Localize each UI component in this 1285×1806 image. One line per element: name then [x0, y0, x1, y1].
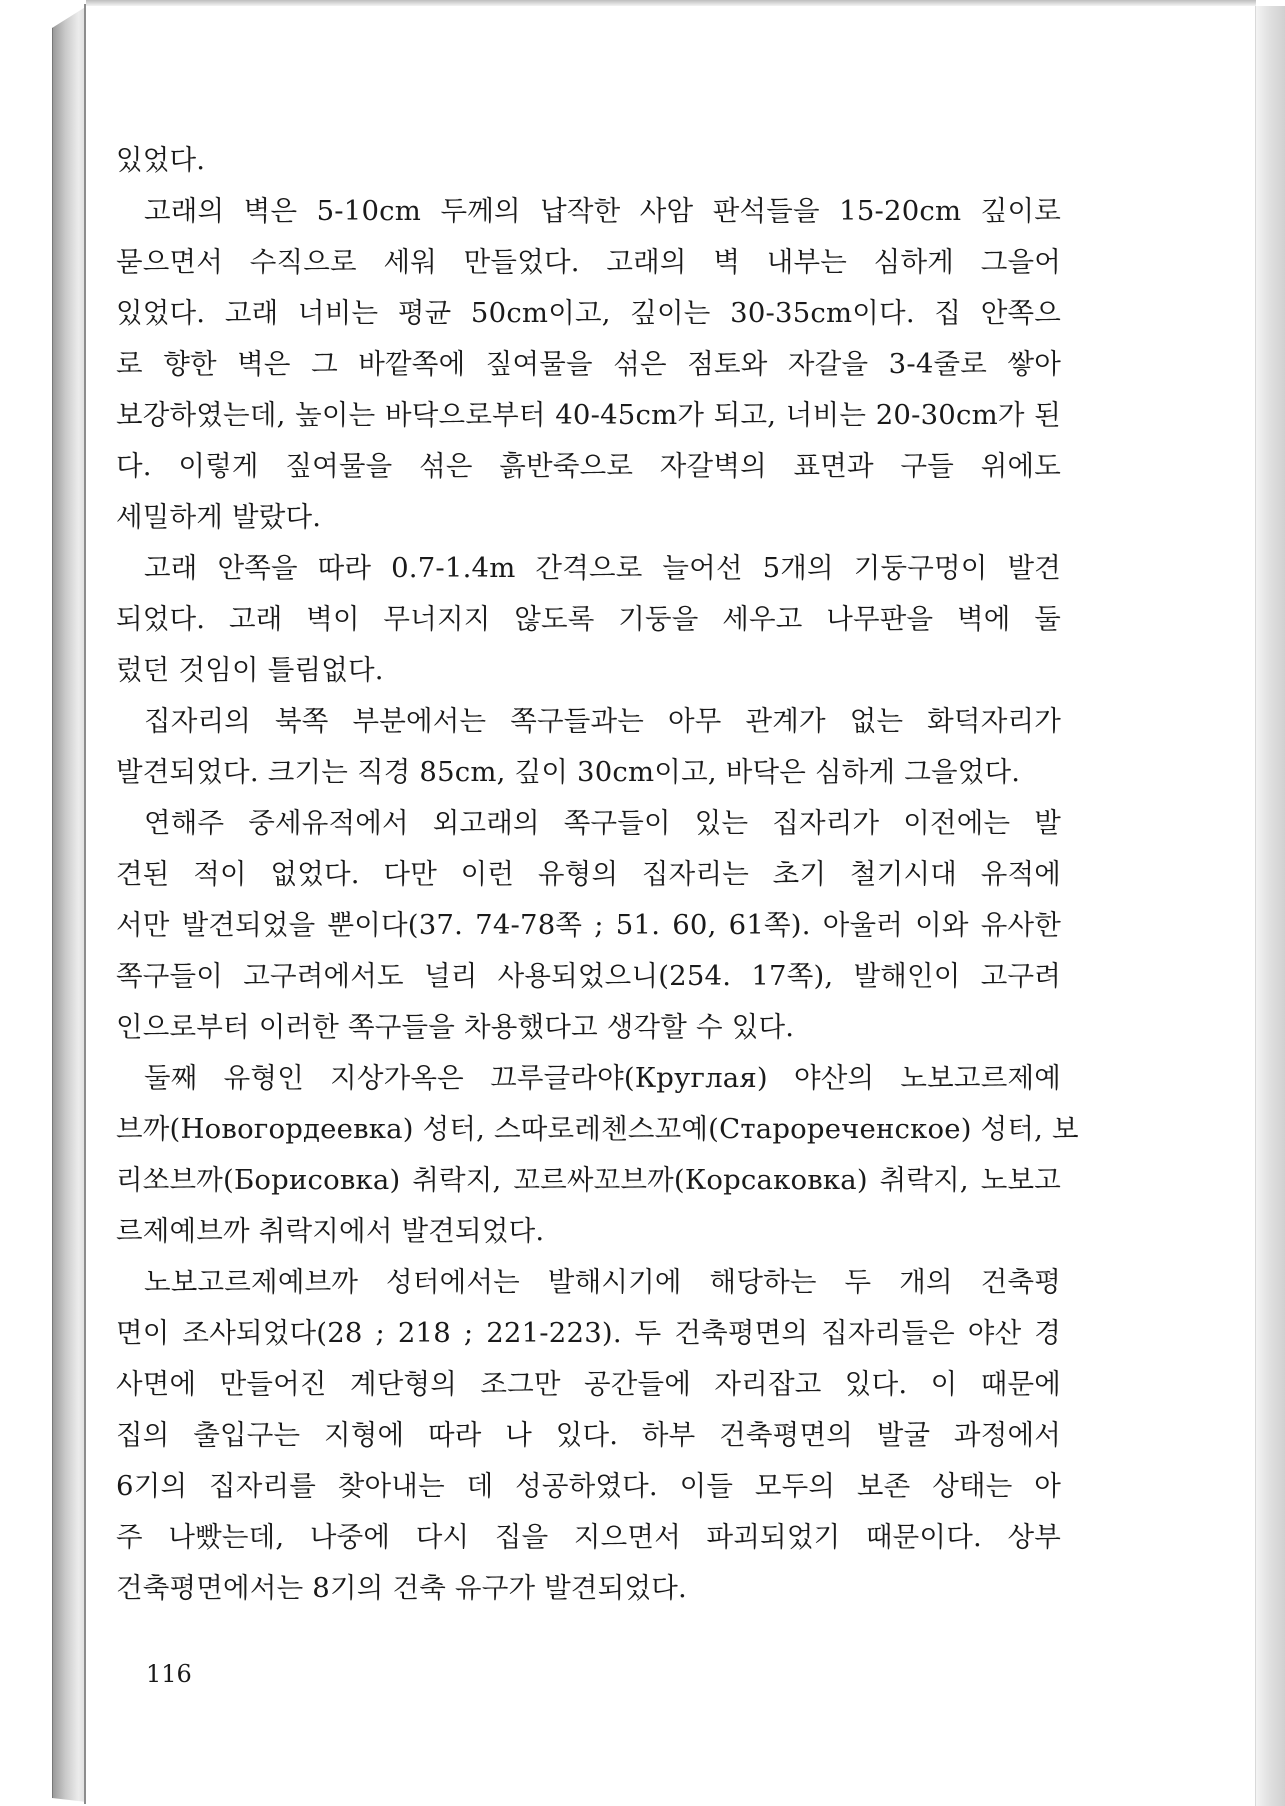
text-line: 브까(Новогордеевка) 성터, 스따로레첸스꼬예(Старореченское) 성터, 보: [116, 1113, 1079, 1145]
book-spine-edge: [52, 6, 87, 1802]
text-line: 집자리의 북쪽 부분에서는 쪽구들과는 아무 관계가 없는 화덕자리가: [144, 705, 1061, 737]
text-line: 있었다. 고래 너비는 평균 50cm이고, 깊이는 30-35cm이다. 집 안쪽으: [116, 297, 1061, 329]
paragraph: [116, 135, 1061, 186]
text-line: 서만 발견되었을 뿐이다(37. 74-78쪽 ; 51. 60, 61쪽). 아울러 이와 유사한: [116, 909, 1061, 941]
text-line: 보강하였는데, 높이는 바닥으로부터 40-45cm가 되고, 너비는 20-30cm가 된: [116, 399, 1061, 431]
text-line: 묻으면서 수직으로 세워 만들었다. 고래의 벽 내부는 심하게 그을어: [116, 246, 1061, 278]
paragraph: [116, 798, 1061, 1053]
text-line: 노보고르제예브까 성터에서는 발해시기에 해당하는 두 개의 건축평: [144, 1266, 1061, 1298]
text-line: 인으로부터 이러한 쪽구들을 차용했다고 생각할 수 있다.: [116, 1011, 795, 1043]
text-line: 집의 출입구는 지형에 따라 나 있다. 하부 건축평면의 발굴 과정에서: [116, 1419, 1061, 1451]
text-line: 고래의 벽은 5-10cm 두께의 납작한 사암 판석들을 15-20cm 깊이로: [144, 195, 1061, 227]
text-line: 리쏘브까(Борисовка) 취락지, 꼬르싸꼬브까(Корсаковка) 취락지, 노보고: [116, 1164, 1061, 1196]
text-line: 발견되었다. 크기는 직경 85cm, 깊이 30cm이고, 바닥은 심하게 그을었다.: [116, 756, 1021, 788]
page-number: 116: [146, 1660, 192, 1688]
text-line: 렀던 것임이 틀림없다.: [116, 654, 384, 686]
text-line: 면이 조사되었다(28 ; 218 ; 221-223). 두 건축평면의 집자리들은 야산 경: [116, 1317, 1061, 1349]
paragraph: [116, 1053, 1079, 1257]
page-right-edge: [1255, 6, 1285, 1806]
text-line: 사면에 만들어진 계단형의 조그만 공간들에 자리잡고 있다. 이 때문에: [116, 1368, 1061, 1400]
text-line: 연해주 중세유적에서 외고래의 쪽구들이 있는 집자리가 이전에는 발: [144, 807, 1061, 839]
text-line: 되었다. 고래 벽이 무너지지 않도록 기둥을 세우고 나무판을 벽에 둘: [116, 603, 1061, 635]
body-text: [116, 135, 1079, 1614]
text-line: 6기의 집자리를 찾아내는 데 성공하였다. 이들 모두의 보존 상태는 아: [116, 1470, 1061, 1502]
paragraph: [116, 696, 1061, 798]
text-line: 주 나빴는데, 나중에 다시 집을 지으면서 파괴되었기 때문이다. 상부: [116, 1521, 1061, 1553]
text-line: 다. 이렇게 짚여물을 섞은 흙반죽으로 자갈벽의 표면과 구들 위에도: [116, 450, 1061, 482]
text-line: 로 향한 벽은 그 바깥쪽에 짚여물을 섞은 점토와 자갈을 3-4줄로 쌓아: [116, 348, 1061, 380]
text-line: 르제예브까 취락지에서 발견되었다.: [116, 1215, 545, 1247]
text-line: 건축평면에서는 8기의 건축 유구가 발견되었다.: [116, 1572, 687, 1604]
text-line: 쪽구들이 고구려에서도 널리 사용되었으니(254. 17쪽), 발해인이 고구려: [116, 960, 1061, 992]
paragraph: [116, 1257, 1061, 1614]
text-line: 있었다.: [116, 144, 206, 176]
paragraph: [116, 543, 1061, 696]
text-line: 견된 적이 없었다. 다만 이런 유형의 집자리는 초기 철기시대 유적에: [116, 858, 1061, 890]
text-line: 둘째 유형인 지상가옥은 끄루글라야(Круглая) 야산의 노보고르제예: [144, 1062, 1061, 1094]
text-line: 고래 안쪽을 따라 0.7-1.4m 간격으로 늘어선 5개의 기둥구멍이 발견: [144, 552, 1061, 584]
text-line: 세밀하게 발랐다.: [116, 501, 322, 533]
paragraph: [116, 186, 1061, 543]
